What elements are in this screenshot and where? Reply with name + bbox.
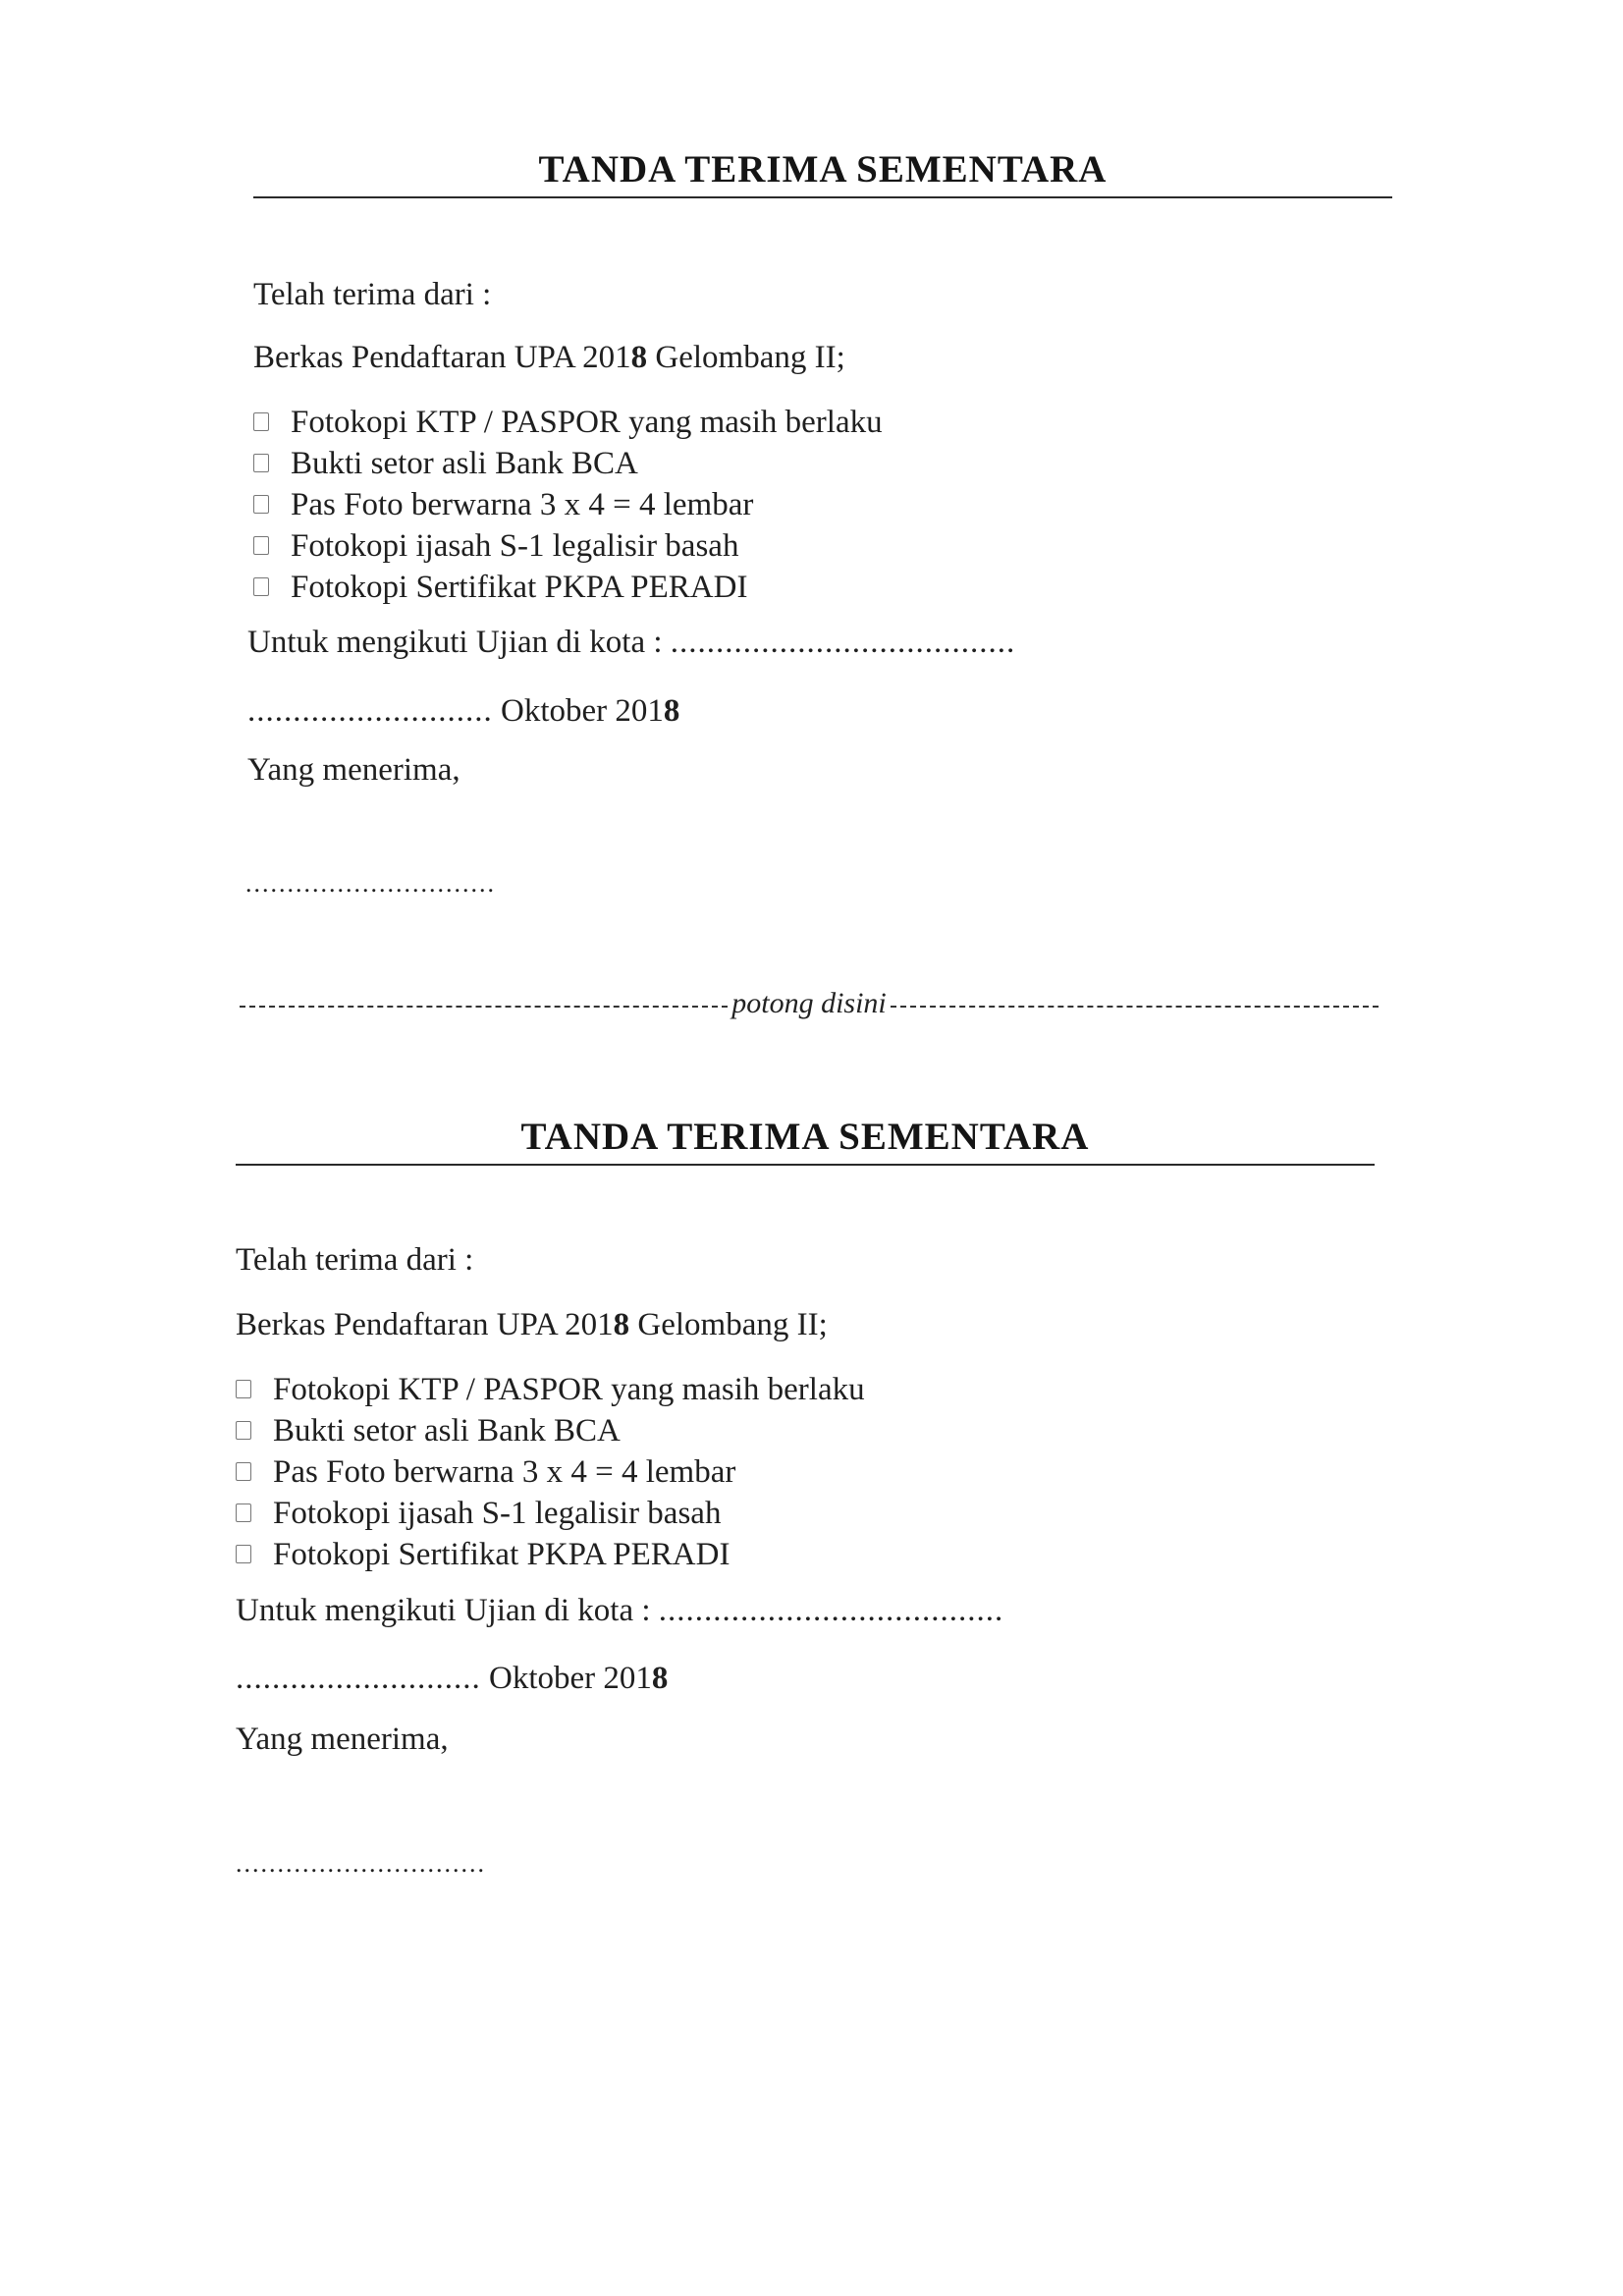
registration-line [236, 1307, 828, 1343]
checkbox-icon[interactable] [253, 577, 269, 596]
document-item[interactable]: Bukti setor asli Bank BCA [253, 446, 638, 482]
cut-label: potong disini [731, 987, 887, 1019]
signature-blank[interactable]: .............................. [236, 1849, 486, 1878]
registration-suffix: Gelombang II; [647, 340, 845, 375]
date-blank[interactable]: ........................... [236, 1661, 481, 1696]
checkbox-icon[interactable] [236, 1462, 251, 1481]
document-item[interactable]: Bukti setor asli Bank BCA [236, 1413, 621, 1449]
exam-city-blank[interactable]: ...................................... [658, 1593, 1004, 1628]
receiver-label: Yang menerima, [236, 1722, 449, 1757]
document-item[interactable]: Fotokopi Sertifikat PKPA PERADI [253, 570, 747, 606]
date-month: Oktober 201 [492, 693, 664, 729]
received-from-label: Telah terima dari : [253, 277, 492, 312]
checkbox-icon[interactable] [253, 412, 269, 431]
cut-dash-right [891, 1006, 1379, 1008]
registration-prefix: Berkas Pendaftaran UPA 201 [236, 1307, 614, 1342]
checkbox-icon[interactable] [236, 1545, 251, 1563]
registration-year-digit: 8 [630, 340, 648, 375]
receipt-title: TANDA TERIMA SEMENTARA [538, 148, 1108, 191]
checkbox-icon[interactable] [253, 495, 269, 514]
cut-line [240, 987, 1379, 1020]
date-line [236, 1661, 668, 1697]
exam-city-label: Untuk mengikuti Ujian di kota : [236, 1593, 651, 1628]
receiver-label: Yang menerima, [247, 752, 460, 788]
checkbox-icon[interactable] [253, 536, 269, 555]
document-item[interactable]: Fotokopi KTP / PASPOR yang masih berlaku [236, 1372, 865, 1408]
receipt-bottom [236, 1115, 1375, 1890]
signature-blank[interactable]: .............................. [245, 869, 496, 898]
registration-prefix: Berkas Pendaftaran UPA 201 [253, 340, 631, 375]
exam-city-label: Untuk mengikuti Ujian di kota : [247, 625, 663, 660]
document-item[interactable]: Fotokopi KTP / PASPOR yang masih berlaku [253, 405, 883, 441]
checkbox-icon[interactable] [236, 1380, 251, 1398]
title-underline [236, 1164, 1375, 1166]
received-from-label: Telah terima dari : [236, 1242, 474, 1278]
registration-suffix: Gelombang II; [629, 1307, 828, 1342]
document-item[interactable]: Fotokopi ijasah S-1 legalisir basah [236, 1496, 721, 1532]
date-month: Oktober 201 [480, 1661, 652, 1696]
document-item[interactable]: Pas Foto berwarna 3 x 4 = 4 lembar [253, 487, 753, 523]
title-underline [253, 196, 1392, 198]
exam-city-line [236, 1593, 1003, 1629]
document-item[interactable]: Fotokopi Sertifikat PKPA PERADI [236, 1537, 730, 1573]
document-item[interactable]: Pas Foto berwarna 3 x 4 = 4 lembar [236, 1454, 735, 1491]
checkbox-icon[interactable] [236, 1503, 251, 1522]
checkbox-icon[interactable] [253, 454, 269, 472]
date-year-digit: 8 [651, 1661, 669, 1696]
registration-year-digit: 8 [613, 1307, 630, 1342]
receipt-title: TANDA TERIMA SEMENTARA [520, 1116, 1090, 1158]
date-blank[interactable]: ........................... [247, 693, 493, 729]
cut-dash-left [240, 1006, 728, 1008]
date-year-digit: 8 [663, 693, 680, 729]
checkbox-icon[interactable] [236, 1421, 251, 1440]
document-item[interactable]: Fotokopi ijasah S-1 legalisir basah [253, 528, 738, 565]
exam-city-line [247, 625, 1015, 661]
date-line [247, 693, 679, 730]
registration-line [253, 340, 845, 376]
receipt-top [245, 147, 1392, 903]
exam-city-blank[interactable]: ...................................... [670, 625, 1016, 660]
